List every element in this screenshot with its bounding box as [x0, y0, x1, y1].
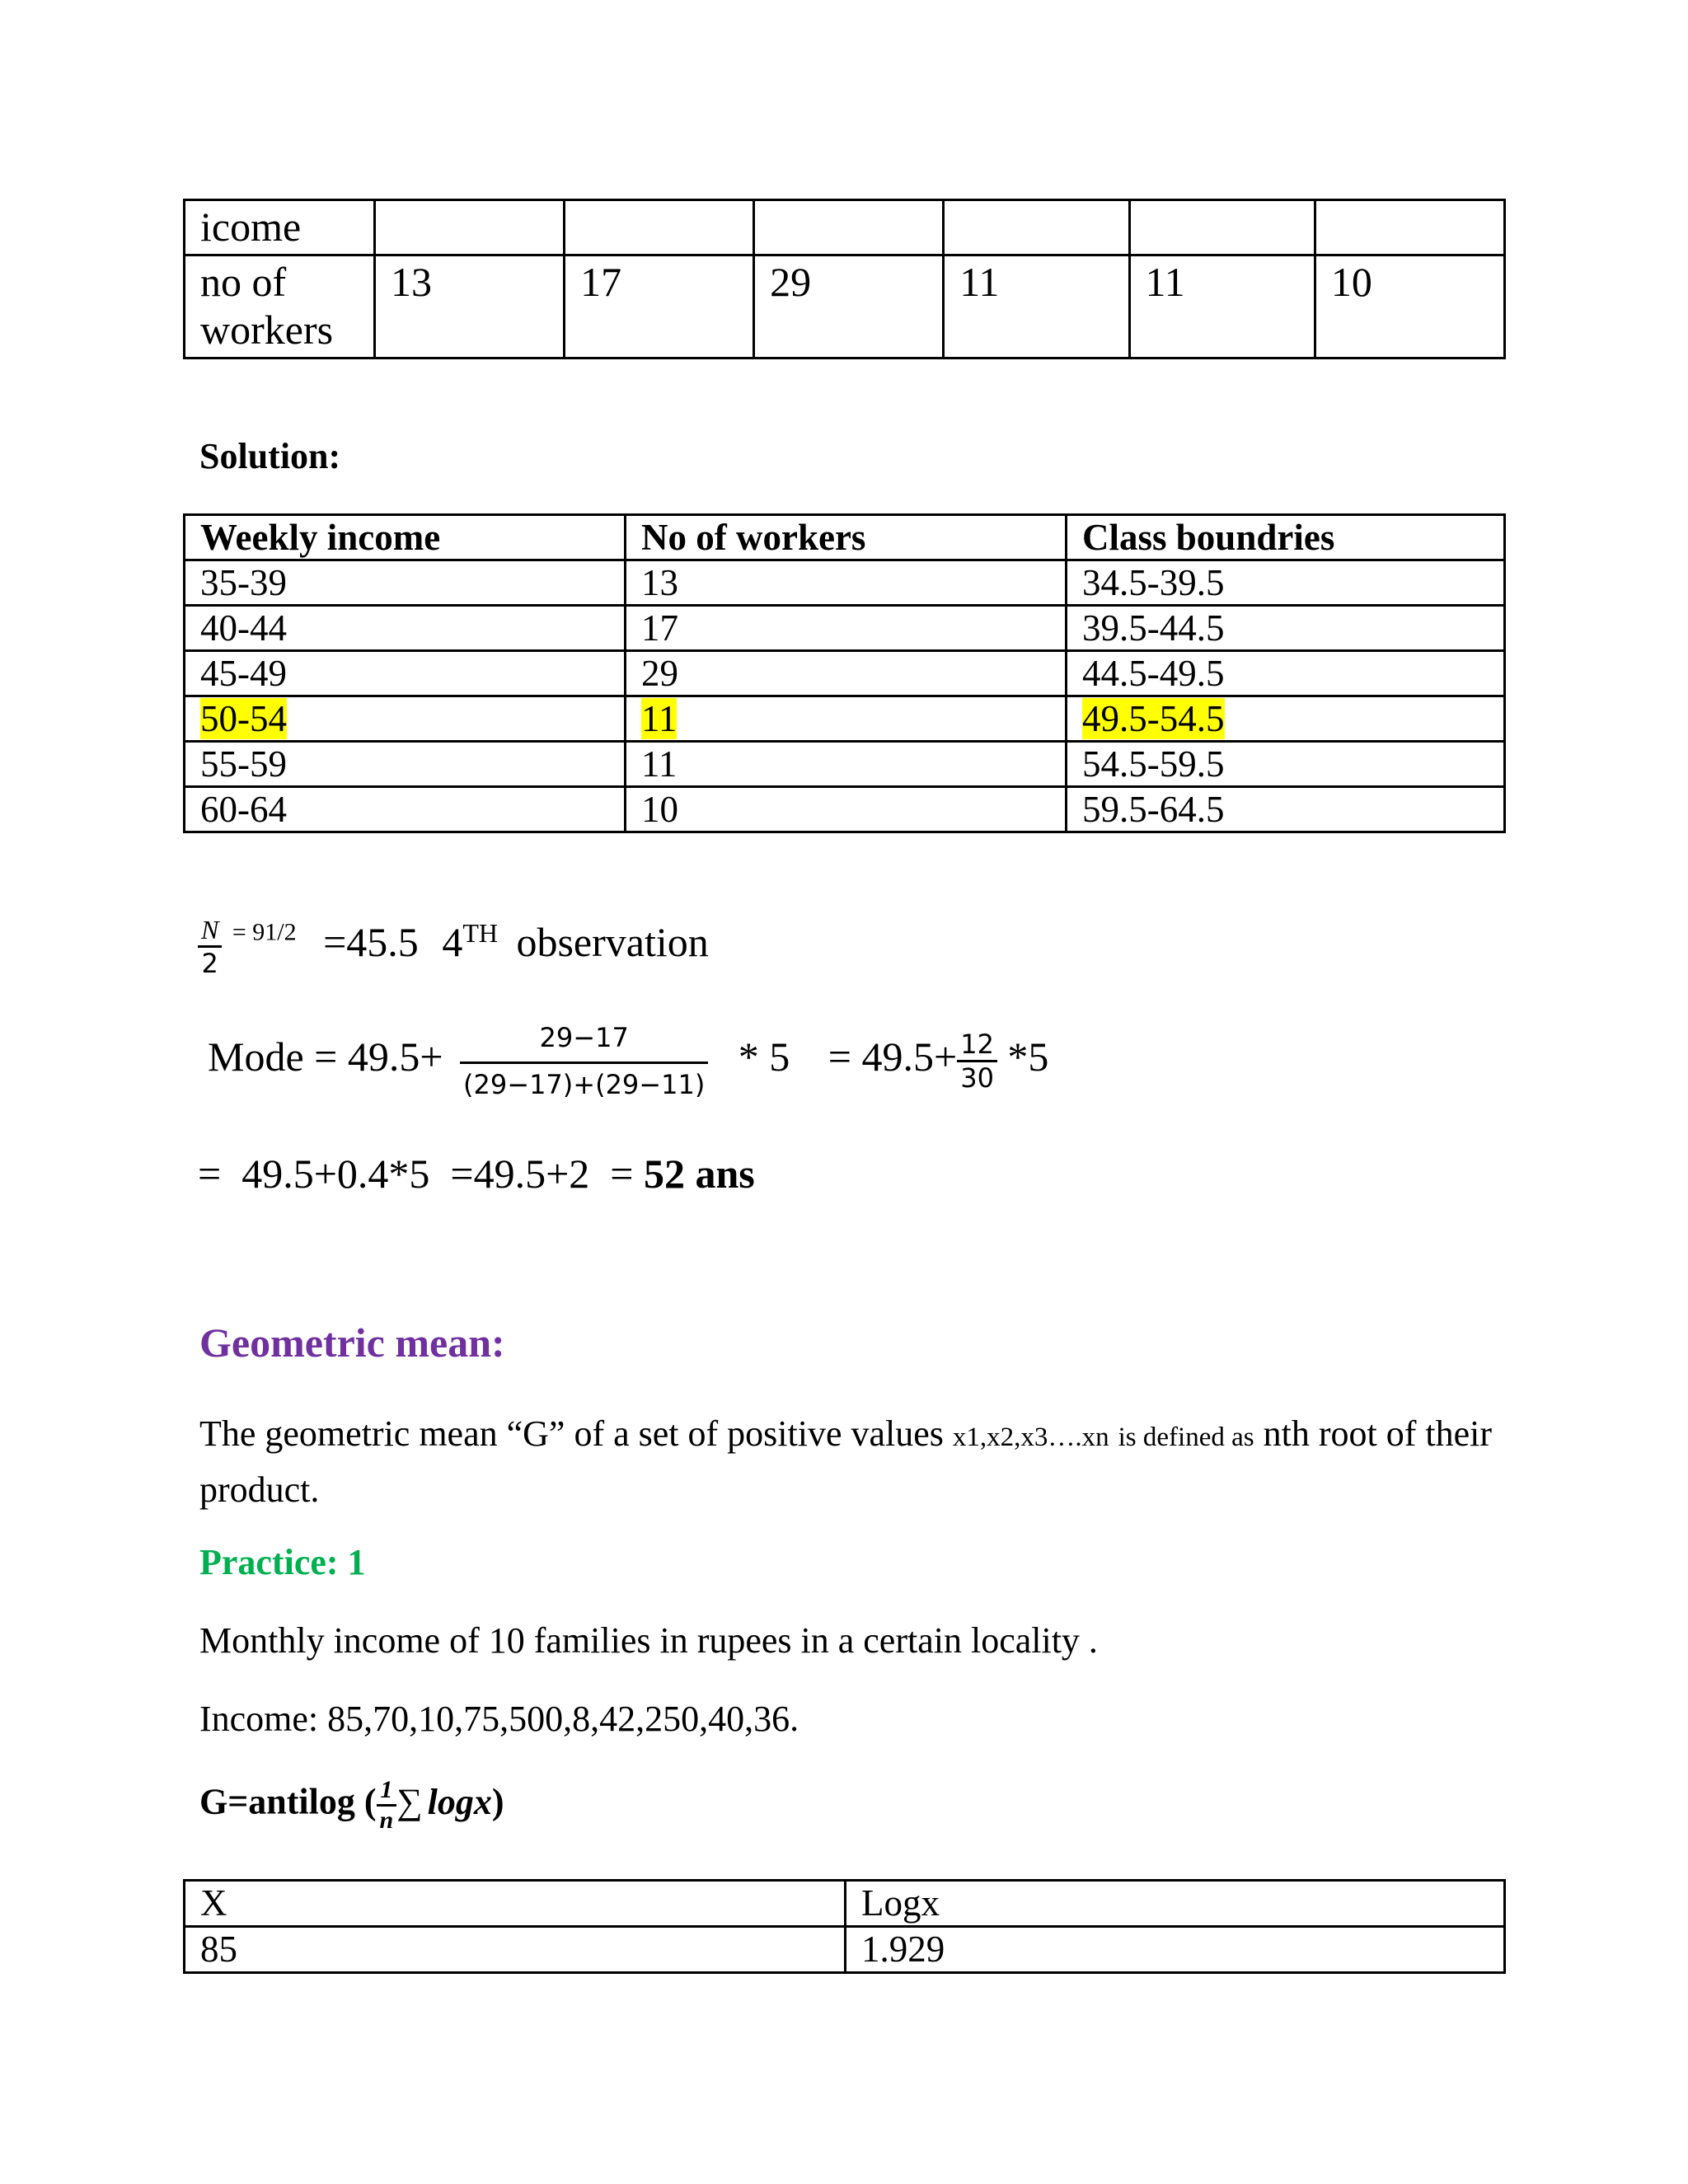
result-answer: 52 ans	[644, 1151, 755, 1197]
position-value: =45.5	[323, 919, 419, 966]
defined-as-text: is defined as	[1118, 1422, 1254, 1452]
table-cell: 60-64	[200, 789, 287, 830]
income-values: Income: 85,70,10,75,500,8,42,250,40,36.	[199, 1699, 799, 1739]
formula-suffix: )	[491, 1781, 504, 1822]
table-cell: 45-49	[200, 653, 287, 694]
log-x: logx	[427, 1781, 492, 1822]
table-row	[185, 560, 1505, 606]
table-cell: 55-59	[200, 743, 287, 785]
solution-label: Solution:	[199, 436, 341, 476]
table-row	[185, 255, 1505, 359]
table-cell	[1129, 200, 1315, 255]
fraction-numerator: 12	[957, 1029, 997, 1062]
table-row	[185, 1927, 1505, 1973]
table-cell: 40-44	[200, 607, 287, 649]
table-header-row	[185, 515, 1505, 560]
frequency-table	[183, 513, 1506, 833]
n-over-2-fraction	[198, 915, 222, 979]
table-cell	[754, 200, 944, 255]
table-cell	[375, 200, 565, 255]
table-cell-highlighted: 50-54	[200, 698, 287, 739]
practice-description: Monthly income of 10 families in rupees in a certain locality .	[199, 1620, 1098, 1661]
fraction-numerator: 1	[377, 1776, 397, 1807]
ordinal-suffix: TH	[462, 917, 498, 948]
mode-formula	[208, 1022, 1048, 1100]
fraction-denominator: n	[379, 1807, 394, 1834]
table-cell: 39.5-44.5	[1082, 607, 1225, 649]
mode-result-line	[198, 1150, 755, 1197]
table-cell: 29	[754, 255, 944, 359]
table-cell: 13	[641, 562, 678, 603]
log-table	[183, 1879, 1506, 1974]
column-header: Weekly income	[185, 515, 626, 560]
multiplier-2: *5	[1007, 1033, 1049, 1080]
table-header-row	[185, 1881, 1505, 1927]
table-cell: 17	[565, 255, 754, 359]
table-row	[185, 200, 1505, 255]
values-list: x1,x2,x3….xn	[952, 1422, 1109, 1452]
table-cell: 17	[641, 607, 678, 649]
table-cell: 11	[1129, 255, 1315, 359]
table-cell: 11	[944, 255, 1129, 359]
multiplier: * 5	[738, 1033, 790, 1080]
result-steps: = 49.5+0.4*5 =49.5+2 =	[198, 1151, 644, 1197]
fraction-denominator: 30	[960, 1062, 994, 1094]
table-cell: 85	[185, 1927, 846, 1973]
table-cell: 44.5-49.5	[1082, 653, 1225, 694]
table-row	[185, 651, 1505, 696]
table-cell-highlighted: 11	[641, 698, 678, 739]
table-cell: 13	[375, 255, 565, 359]
fraction-numerator: N	[198, 915, 222, 948]
mode-fraction	[460, 1022, 708, 1100]
table-cell	[565, 200, 754, 255]
formula-prefix: G=antilog (	[199, 1781, 377, 1822]
table-cell: 35-39	[200, 562, 287, 603]
column-header: X	[185, 1881, 846, 1927]
one-over-n-fraction	[377, 1776, 397, 1835]
table-cell-highlighted: 49.5-54.5	[1082, 698, 1225, 739]
ordinal-number: 4	[442, 919, 463, 966]
table-cell: 1.929	[846, 1927, 1505, 1973]
table-row	[185, 606, 1505, 651]
income-workers-table	[183, 199, 1506, 359]
geometric-mean-definition	[199, 1408, 1502, 1516]
definition-text-1: The geometric mean “G” of a set of positive values	[199, 1413, 953, 1454]
column-header: Logx	[846, 1881, 1505, 1927]
observation-text: observation	[516, 919, 709, 966]
fraction-denominator: (29−17)+(29−11)	[463, 1069, 706, 1100]
mode-step-2: = 49.5+	[828, 1033, 958, 1080]
column-header: Class boundries	[1067, 515, 1505, 560]
geometric-mean-formula	[199, 1776, 504, 1835]
column-header: No of workers	[626, 515, 1067, 560]
table-cell: 10	[641, 789, 678, 830]
table-cell: 34.5-39.5	[1082, 562, 1225, 603]
median-position-line	[198, 915, 709, 1014]
sum-symbol: ∑	[396, 1781, 423, 1822]
table-row-highlighted	[185, 696, 1505, 742]
fraction-denominator: 2	[201, 948, 218, 979]
table-cell	[1315, 200, 1504, 255]
table-row	[185, 787, 1505, 832]
table-cell: 29	[641, 653, 678, 694]
table-cell: 10	[1315, 255, 1504, 359]
table-row	[185, 742, 1505, 787]
n-over-2-value: = 91/2	[232, 918, 297, 946]
row-label-workers: no of workers	[185, 255, 375, 359]
fraction-numerator: 29−17	[460, 1022, 708, 1064]
mode-label: Mode = 49.5+	[208, 1033, 443, 1080]
table-cell	[944, 200, 1129, 255]
practice-label: Practice: 1	[199, 1542, 366, 1582]
table-cell: 59.5-64.5	[1082, 789, 1225, 830]
geometric-mean-heading: Geometric mean:	[199, 1319, 505, 1366]
step-2-fraction	[957, 1029, 997, 1094]
table-cell: 11	[641, 743, 678, 785]
table-cell: 54.5-59.5	[1082, 743, 1225, 785]
row-label-income: icome	[185, 200, 375, 255]
definition-text-2: nth root of their product.	[199, 1413, 1492, 1510]
